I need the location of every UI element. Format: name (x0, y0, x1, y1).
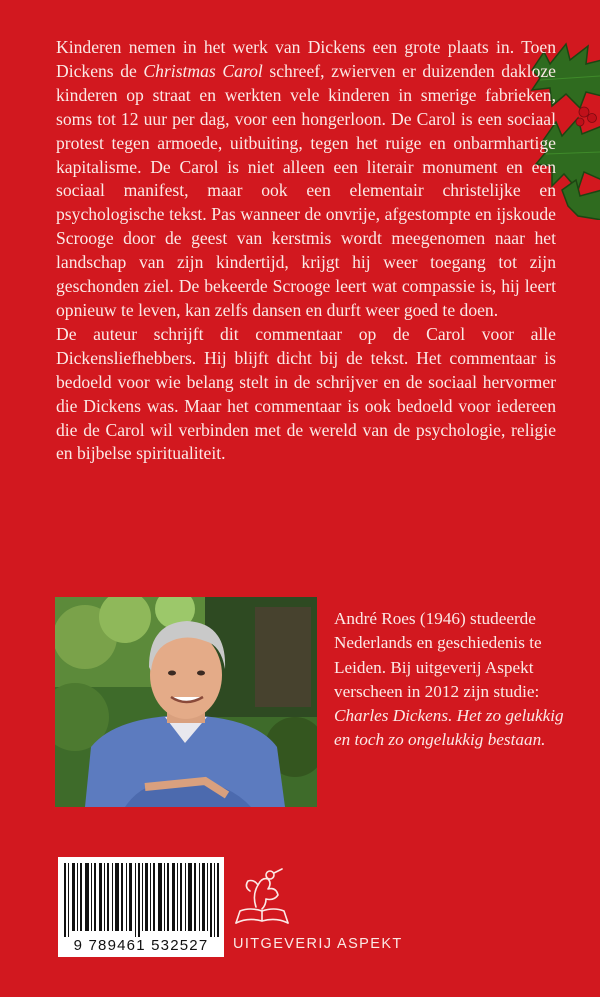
author-bio-body: André Roes (1946) studeerde Nederlands en geschiedenis te Leiden. Bij uitgeverij Aspekt verscheen in 2012 zijn studie: (334, 609, 542, 701)
barcode-bars (62, 863, 220, 937)
isbn-barcode (58, 857, 224, 957)
back-cover-blurb (56, 36, 556, 466)
isbn-number: 9 789461 532527 (73, 937, 209, 954)
author-photo (55, 597, 317, 807)
author-bio (334, 607, 574, 753)
blurb-paragraph-1 (56, 36, 556, 323)
publisher-logo-icon (232, 867, 292, 929)
publisher-name: UITGEVERIJ ASPEKT (233, 936, 403, 952)
blurb-intro: Kinderen nemen in het werk van Dickens een grote plaats in. Toen Dickens de (56, 37, 556, 81)
blurb-body: schreef, zwierven er duizenden dakloze kinderen op straat en werkten vele kinderen in smerige fabrieken, soms tot 12 uur per dag, voor een hongerloon. De Carol is een sociaal protest tegen armoede, uitbuiting, tegen het ruige en onbarmhartige kapitalisme. De Carol is niet alleen een literair monument en een sociaal manifest, maar ook een elementair christelijke en psychologische tekst. Pas wanneer de onvrije, afgestompte en ijskoude Scrooge door de geest van kerstmis wordt meegenomen naar het landschap van zijn kindertijd, krijgt hij weer toegang tot zijn geschonden ziel. De bekeerde Scrooge leert wat compassie is, hij leert opnieuw te leven, kan zelfs dansen en durft weer goed te doen. (56, 60, 556, 320)
blurb-paragraph-2: De auteur schrijft dit commentaar op de Carol voor alle Dickensliefhebbers. Hij blijft dicht bij de tekst. Het commentaar is bedoeld voor wie belang stelt in de schrijver en de sociaal hervormer die Dickens was. Maar het commentaar is ook bedoeld voor iedereen die de Carol wil verbinden met de wereld van de psychologie, religie en bijbelse spiritualiteit. (56, 323, 556, 464)
blurb-book-title: Christmas Carol (143, 60, 263, 81)
author-book-title: Charles Dickens. Het zo gelukkig en toch zo ongelukkig bestaan. (334, 706, 564, 750)
author-bio-text (334, 607, 574, 753)
